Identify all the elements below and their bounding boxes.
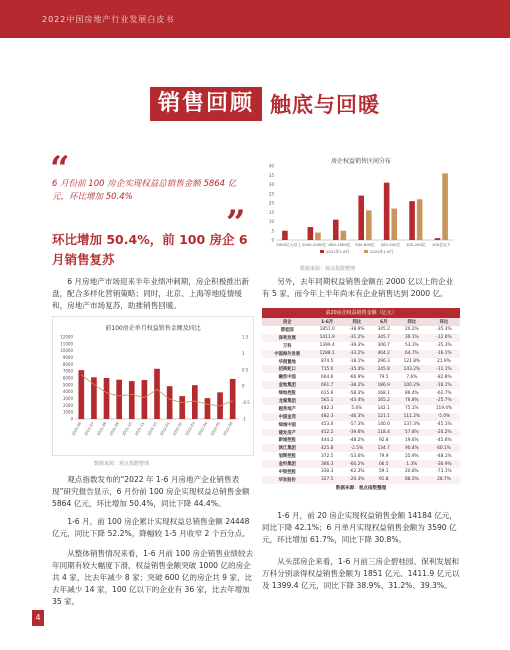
- bar: [192, 385, 198, 419]
- table: [262, 318, 460, 484]
- value-cell: 444.2: [321, 437, 334, 443]
- value-cell: 140.0: [377, 422, 390, 428]
- y-tick-label: 0: [70, 416, 73, 422]
- paragraph-top3: 从头部房企来看，1-6 月前三房企碧桂园、保利发展和万科分别录得权益销售金额为 1851 亿元、1411.9 亿元以及 1399.4 亿元，同比下降 38.9%、31.2%、39.3%。: [262, 557, 460, 590]
- table-title: 前20房企权益销售金额（亿元）: [262, 308, 460, 318]
- subheading: 环比增加 50.4%，前 100 房企 6 月销售复苏: [52, 232, 248, 267]
- table-row: [262, 326, 460, 334]
- bar: [154, 369, 160, 419]
- x-tick-label: 2022-06: [222, 421, 234, 437]
- table-source: 数据来源：观点指数整理: [335, 485, 387, 491]
- y-tick-label: 5000: [62, 382, 73, 388]
- bar: [409, 201, 415, 240]
- value-cell: 7.6%: [406, 374, 418, 380]
- company-cell: 招商蛇口: [262, 365, 312, 373]
- bar: [78, 370, 84, 419]
- legend-label: 2021年1-6月: [326, 249, 350, 254]
- y-tick-label: 5: [271, 228, 274, 234]
- x-tick-label: 2022-04: [197, 421, 209, 437]
- y-tick-label: 3000: [62, 396, 73, 401]
- value-cell: 366.3: [312, 460, 341, 468]
- value-cell: 453.0: [321, 422, 334, 428]
- bar: [358, 196, 364, 240]
- value-cell: -60.2%: [342, 460, 372, 468]
- y2-tick-label: 1.5: [242, 334, 249, 340]
- value-cell: 118.4: [372, 429, 396, 437]
- x-tick-label: 100亿以下: [431, 242, 451, 247]
- y-tick-label: 40: [268, 163, 274, 169]
- bar: [308, 227, 314, 240]
- value-cell: 86.4%: [404, 390, 419, 396]
- y2-tick-label: 0: [242, 383, 245, 389]
- value-cell: -82.8%: [436, 374, 452, 380]
- x-tick-label: 2022-03: [184, 421, 196, 437]
- value-cell: 79.9: [378, 453, 389, 459]
- y-tick-label: 30: [268, 182, 274, 187]
- value-cell: 186.9: [372, 381, 396, 389]
- x-tick-label: 300-600亿: [355, 242, 375, 247]
- paragraph-overall: 从整体销售情况来看，1-6 月前 100 房企销售业绩较去年同期有较大幅度下滑，权益销售金额突破 1000 亿的房企共 4 家，比去年减少 8 家；突破 600 亿的房企共 9 家，比去年减少 14 家，100 亿以下的企业有 36 家，比去年增加 35 家。: [52, 549, 254, 606]
- table-header-cell: 6月: [372, 318, 396, 326]
- company-cell: 滨江集团: [262, 444, 312, 452]
- value-cell: 143.2%: [396, 365, 428, 373]
- value-cell: -62.3%: [349, 469, 365, 475]
- value-cell: 345.7: [372, 334, 396, 342]
- table-body: [262, 326, 460, 484]
- value-cell: -31.2%: [342, 334, 372, 342]
- bar: [315, 233, 321, 240]
- value-cell: 36.1%: [396, 334, 428, 342]
- x-tick-label: 2021-08: [96, 421, 108, 437]
- value-cell: -20.2%: [428, 429, 460, 437]
- company-cell: 华发股份: [262, 476, 312, 484]
- x-tick-label: 2021-06: [71, 421, 83, 437]
- x-tick-label: 100-200亿: [406, 242, 426, 247]
- y-tick-label: 35: [268, 172, 274, 178]
- value-cell: 165.2: [372, 397, 396, 405]
- value-cell: 372.5: [321, 453, 334, 459]
- value-cell: -39.6%: [342, 429, 372, 437]
- company-cell: 华润置地: [278, 359, 296, 365]
- value-cell: 64.7%: [396, 350, 428, 358]
- bar: [116, 380, 122, 419]
- value-cell: 91.8: [372, 476, 396, 484]
- monthly-sales-chart: [52, 316, 254, 456]
- company-cell: 旭辉控股: [278, 454, 296, 460]
- value-cell: -46.3%: [342, 413, 372, 421]
- table-header-cell: 1-6月: [312, 318, 341, 326]
- value-cell: -2.5%: [342, 444, 372, 452]
- bar: [142, 380, 148, 419]
- value-cell: 615.6: [321, 390, 334, 396]
- company-cell: 中国海外发展: [262, 350, 312, 358]
- table-row: [262, 342, 460, 350]
- table-row: [262, 350, 460, 358]
- value-cell: 134.7: [372, 444, 396, 452]
- legend-swatch: [364, 250, 368, 253]
- value-cell: 60.1%: [428, 444, 460, 452]
- value-cell: 404.2: [372, 350, 396, 358]
- table-header-cell: 房企: [262, 318, 312, 326]
- company-cell: 万科: [282, 343, 292, 349]
- value-cell: -38.9%: [349, 327, 365, 333]
- value-cell: 1411.9: [312, 334, 341, 342]
- x-tick-label: 2021-09: [109, 421, 121, 437]
- y-tick-label: 2000: [62, 402, 73, 408]
- value-cell: -39.3%: [349, 343, 365, 349]
- chart1-svg: [53, 327, 255, 455]
- value-cell: -45.1%: [436, 422, 452, 428]
- y2-tick-label: 0.5: [242, 367, 249, 373]
- value-cell: -18.1%: [349, 359, 365, 364]
- bar: [179, 396, 185, 419]
- value-cell: -48.2%: [349, 437, 365, 443]
- table-row: [262, 365, 460, 373]
- paragraph-2000: 另外，去年同期权益销售金额在 2000 亿以上的企业有 5 家，而今年上半年尚未有企业销售达到 2000 亿。: [262, 277, 454, 298]
- table-row: [262, 413, 460, 421]
- table-row: [262, 405, 460, 413]
- top20-table: [262, 308, 460, 491]
- company-cell: 越秀地产: [278, 406, 296, 412]
- value-cell: -73.1%: [436, 469, 452, 475]
- table-row: [262, 452, 460, 460]
- table-row: [262, 468, 460, 476]
- company-cell: 龙湖集团: [262, 397, 312, 405]
- table-row: [262, 334, 460, 342]
- legend-label: 2022年1-6月: [370, 249, 394, 254]
- company-cell: 中国金茂: [262, 413, 312, 421]
- table-header-row: [262, 318, 460, 326]
- value-cell: 245.8: [372, 365, 396, 373]
- header-bar: [0, 0, 510, 38]
- y-tick-label: 1000: [62, 409, 73, 415]
- bar: [341, 231, 347, 240]
- company-cell: 碧桂园: [280, 327, 294, 333]
- quote-open-icon: “: [50, 149, 70, 189]
- value-cell: 53.3%: [404, 343, 419, 349]
- value-cell: 1288.1: [312, 350, 341, 358]
- value-cell: -58.3%: [349, 390, 365, 396]
- y2-tick-label: -1: [242, 416, 246, 422]
- bar: [384, 183, 390, 240]
- table-row: [262, 476, 460, 484]
- bar: [442, 173, 448, 240]
- value-cell: 1.3%: [396, 460, 428, 468]
- value-cell: 452.2: [312, 429, 341, 437]
- value-cell: 100.2%: [396, 381, 428, 389]
- value-cell: -53.6%: [349, 453, 365, 459]
- x-tick-label: 600-1000亿: [328, 242, 351, 247]
- value-cell: 1399.4: [319, 343, 335, 349]
- paragraph-report: 观点指数发布的“2022 年 1-6 月房地产企业销售表现”研究报告显示，6 月份前 100 房企实现权益总销售金额 5864 亿元，环比增加 50.4%，同比下降 44.4%。: [52, 475, 250, 508]
- value-cell: 874.5: [321, 359, 334, 364]
- value-cell: 1851.0: [319, 327, 335, 333]
- chart1-title: 前100房企单月权益销售金额及同比: [105, 325, 201, 332]
- bar: [282, 231, 288, 240]
- bar: [230, 379, 236, 419]
- value-cell: -66.9%: [349, 374, 365, 380]
- value-cell: 57.8%: [396, 429, 428, 437]
- x-tick-label: 2000亿元以上: [276, 242, 302, 247]
- bar: [129, 381, 135, 419]
- x-tick-label: 2021-12: [146, 421, 158, 437]
- x-tick-label: 200-300亿: [380, 242, 401, 247]
- title-sub: 触底与回暖: [270, 93, 381, 117]
- value-cell: 20.2%: [404, 327, 419, 333]
- value-cell: 25.9%: [404, 453, 419, 459]
- y2-tick-label: 1: [242, 350, 245, 356]
- title-main: 销售回顾: [150, 87, 262, 121]
- y-tick-label: 15: [268, 209, 274, 215]
- x-tick-label: 2021-07: [83, 421, 95, 437]
- value-cell: 482.3: [321, 406, 334, 412]
- header-label: 2022中国房地产行业发展白皮书: [42, 15, 175, 24]
- page-number: 4: [32, 610, 44, 626]
- y-tick-label: 12000: [60, 334, 73, 340]
- table-row: [262, 373, 460, 381]
- value-cell: 121.1: [372, 413, 396, 421]
- x-tick-label: 2021-10: [121, 421, 133, 437]
- value-cell: 137.3%: [403, 422, 421, 428]
- value-cell: 661.7: [312, 381, 341, 389]
- value-cell: -16.1%: [428, 350, 460, 358]
- value-cell: -16.1%: [428, 381, 460, 389]
- company-cell: 新城控股: [278, 438, 296, 444]
- company-cell: 建发房产: [262, 429, 312, 437]
- distribution-chart: [262, 150, 460, 262]
- value-cell: 565.1: [312, 397, 341, 405]
- table-row: [262, 460, 460, 468]
- bar: [91, 377, 97, 419]
- table-row: [262, 436, 460, 444]
- y-tick-label: 0: [271, 237, 274, 243]
- company-cell: 绿城中国: [278, 422, 296, 428]
- company-cell: 金地集团: [262, 381, 312, 389]
- x-tick-label: 2022-02: [172, 421, 184, 437]
- company-cell: 金科集团: [262, 460, 312, 468]
- paragraph-top20: 1-6 月，前 20 房企实现权益销售金额 14184 亿元，同比下降 42.1%；6 月单月实现权益销售金额为 3590 亿元，环比增加 61.7%，同比下降 30.8%。: [262, 511, 457, 544]
- value-cell: 715.0: [312, 365, 341, 373]
- chart2-svg: [262, 160, 460, 264]
- value-cell: 19.6%: [404, 437, 419, 443]
- legend-swatch: [320, 250, 324, 253]
- value-cell: 664.6: [321, 374, 334, 380]
- value-cell: -33.2%: [342, 350, 372, 358]
- value-cell: 345.2: [377, 327, 390, 333]
- value-cell: -57.3%: [349, 422, 365, 428]
- value-cell: 111.2%: [396, 413, 428, 421]
- value-cell: 330.3: [321, 469, 334, 475]
- bar: [366, 210, 372, 240]
- y-tick-label: 10: [268, 219, 274, 224]
- table-row: [262, 429, 460, 437]
- value-cell: 296.3: [377, 359, 390, 364]
- value-cell: -35.3%: [436, 327, 452, 333]
- value-cell: 168.1: [377, 390, 390, 396]
- value-cell: -62.7%: [436, 390, 452, 396]
- chart2-title: 房企权益销售区间分布: [330, 158, 391, 165]
- paragraph-cumulative: 1-6 月，前 100 房企累计实现权益总销售金额 24448 亿元，同比下降 52.2%，降幅较 1-5 月收窄 2 个百分点。: [52, 517, 250, 538]
- value-cell: -38.2%: [342, 381, 372, 389]
- value-cell: 327.5: [312, 476, 341, 484]
- company-cell: 融创中国: [278, 375, 296, 381]
- table-row: [262, 444, 460, 452]
- bar: [417, 199, 423, 240]
- value-cell: 482.3: [312, 413, 341, 421]
- value-cell: 121.8%: [403, 359, 421, 364]
- table-row: [262, 421, 460, 429]
- table-header-cell: 同比: [396, 318, 428, 326]
- table-row: [262, 358, 460, 366]
- bar: [167, 386, 173, 419]
- value-cell: 142.1: [377, 406, 390, 412]
- y-tick-label: 8000: [62, 361, 73, 367]
- x-tick-label: 2022-05: [209, 421, 221, 437]
- value-cell: -35.4%: [342, 365, 372, 373]
- chart2-source: 数据来源：观点指数整理: [300, 266, 356, 272]
- value-cell: 306.7: [377, 343, 390, 349]
- y-tick-label: 9000: [62, 355, 73, 360]
- value-cell: -43.4%: [342, 397, 372, 405]
- paragraph-intro: 6 月房地产市场迎来半年业绩冲刺期，房企积极推出新盘，配合多样化营销策略；同时，北京、上海等地疫情缓和，房地产市场复苏，助推销售回暖。: [52, 277, 250, 310]
- y2-tick-label: -0.5: [242, 400, 250, 406]
- y-tick-label: 20: [268, 200, 274, 206]
- value-cell: 28.7%: [428, 476, 460, 484]
- value-cell: 20.8%: [404, 469, 419, 475]
- bar: [205, 398, 211, 419]
- value-cell: -25.7%: [428, 397, 460, 405]
- bar: [435, 238, 441, 240]
- value-cell: -36.9%: [428, 460, 460, 468]
- y-tick-label: 10000: [60, 348, 73, 354]
- y-tick-label: 25: [268, 191, 274, 197]
- value-cell: 90.4%: [396, 444, 428, 452]
- value-cell: 119.4%: [435, 406, 453, 412]
- value-cell: 88.5%: [396, 476, 428, 484]
- y-tick-label: 6000: [62, 375, 73, 381]
- chart1-source: 数据来源：观点指数整理: [94, 461, 150, 467]
- section-title: [150, 86, 380, 122]
- value-cell: 425.8: [312, 444, 341, 452]
- value-cell: -45.6%: [436, 437, 452, 443]
- table-header-cell: 环比: [428, 318, 460, 326]
- x-tick-label: 2021-11: [134, 421, 146, 437]
- value-cell: 21.9%: [437, 359, 451, 364]
- company-cell: 中梁控股: [278, 469, 296, 475]
- value-cell: -12.6%: [428, 334, 460, 342]
- value-cell: 76.8%: [396, 397, 428, 405]
- table-header-cell: 同比: [342, 318, 372, 326]
- value-cell: 79.5: [378, 374, 389, 380]
- x-tick-label: 1000-2000亿: [301, 242, 327, 247]
- bar: [391, 209, 397, 240]
- bar: [104, 378, 110, 419]
- y-tick-label: 11000: [60, 341, 73, 347]
- value-cell: 5.6%: [351, 406, 363, 412]
- value-cell: -35.3%: [436, 343, 452, 349]
- value-cell: -48.1%: [436, 453, 452, 459]
- y-tick-label: 7000: [62, 368, 73, 374]
- table-row: [262, 397, 460, 405]
- bar: [333, 220, 339, 240]
- value-cell: 59.1: [378, 469, 389, 475]
- value-cell: 92.8: [378, 437, 389, 443]
- value-cell: 66.5: [372, 460, 396, 468]
- company-cell: 绿地控股: [278, 391, 296, 397]
- table-row: [262, 389, 460, 397]
- y-tick-label: 4000: [62, 389, 73, 395]
- pull-quote: 6 月份前 100 房企实现权益总销售金额 5864 亿元，环比增加 50.4%: [52, 179, 237, 202]
- value-cell: 75.1%: [404, 406, 419, 412]
- table-row: [262, 381, 460, 389]
- value-cell: -5.0%: [428, 413, 460, 421]
- quote-close-icon: ”: [226, 203, 246, 243]
- value-cell: -20.3%: [342, 476, 372, 484]
- value-cell: -11.1%: [428, 365, 460, 373]
- x-tick-label: 2022-01: [159, 421, 171, 437]
- company-cell: 保利发展: [262, 334, 312, 342]
